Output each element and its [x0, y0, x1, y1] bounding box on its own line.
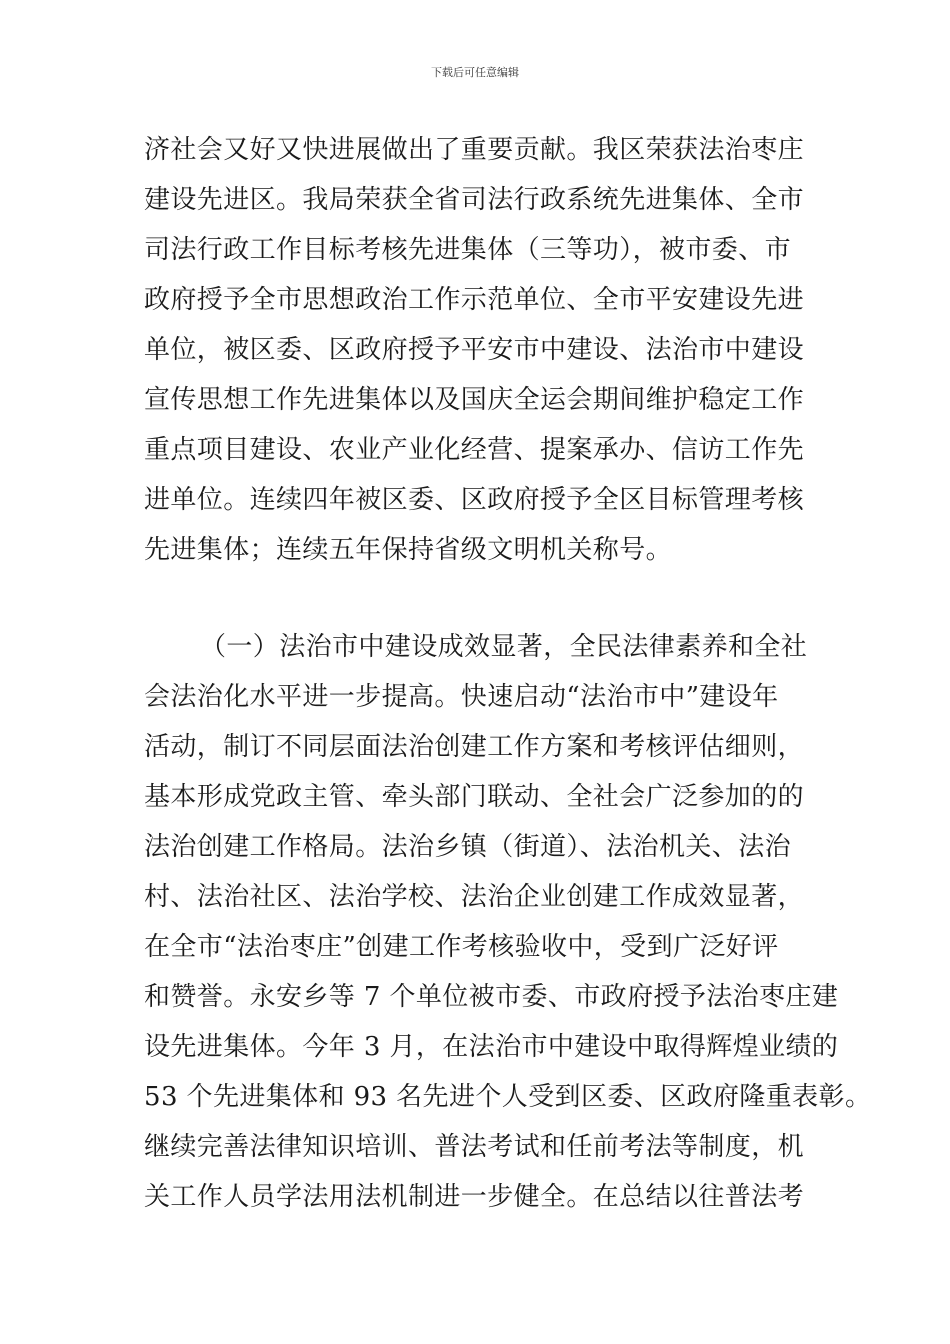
paragraph2-line: 法治创建工作格局。法治乡镇（街道）、法治机关、法治	[144, 832, 792, 862]
paragraph2-line: 村、法治社区、法治学校、法治企业创建工作成效显著，	[144, 882, 805, 912]
paragraph2-line: 基本形成党政主管、牵头部门联动、全社会广泛参加的的	[144, 782, 805, 812]
paragraph2-line: 和赞誉。永安乡等 7 个单位被市委、市政府授予法治枣庄建	[144, 982, 839, 1012]
paragraph1-line: 建设先进区。我局荣获全省司法行政系统先进集体、全市	[144, 185, 805, 215]
paragraph1-line: 单位，被区委、区政府授予平安市中建设、法治市中建设	[144, 335, 805, 365]
paragraph2-line: 继续完善法律知识培训、普法考试和任前考法等制度，机	[144, 1132, 805, 1162]
paragraph2-first-line: （一）法治市中建设成效显著，全民法律素养和全社	[200, 632, 808, 662]
paragraph2-line: 53 个先进集体和 93 名先进个人受到区委、区政府隆重表彰。	[144, 1082, 872, 1112]
paragraph2-line: 活动，制订不同层面法治创建工作方案和考核评估细则，	[144, 732, 805, 762]
paragraph1-line: 政府授予全市思想政治工作示范单位、全市平安建设先进	[144, 285, 805, 315]
paragraph1-line: 进单位。连续四年被区委、区政府授予全区目标管理考核	[144, 485, 805, 515]
paragraph2-line: 设先进集体。今年 3 月，在法治市中建设中取得辉煌业绩的	[144, 1032, 839, 1062]
page-header: 下载后可任意编辑	[431, 66, 519, 79]
paragraph1-line: 司法行政工作目标考核先进集体（三等功），被市委、市	[144, 235, 792, 265]
paragraph1-line: 先进集体；连续五年保持省级文明机关称号。	[144, 535, 673, 565]
paragraph1-line: 济社会又好又快进展做出了重要贡献。我区荣获法治枣庄	[144, 135, 805, 165]
paragraph2-line: 在全市“法治枣庄”创建工作考核验收中，受到广泛好评	[144, 932, 779, 962]
paragraph2-line: 会法治化水平进一步提高。快速启动“法治市中”建设年	[144, 682, 779, 712]
paragraph1-line: 宣传思想工作先进集体以及国庆全运会期间维护稳定工作	[144, 385, 805, 415]
paragraph2-line: 关工作人员学法用法机制进一步健全。在总结以往普法考	[144, 1182, 805, 1212]
paragraph1-line: 重点项目建设、农业产业化经营、提案承办、信访工作先	[144, 435, 805, 465]
